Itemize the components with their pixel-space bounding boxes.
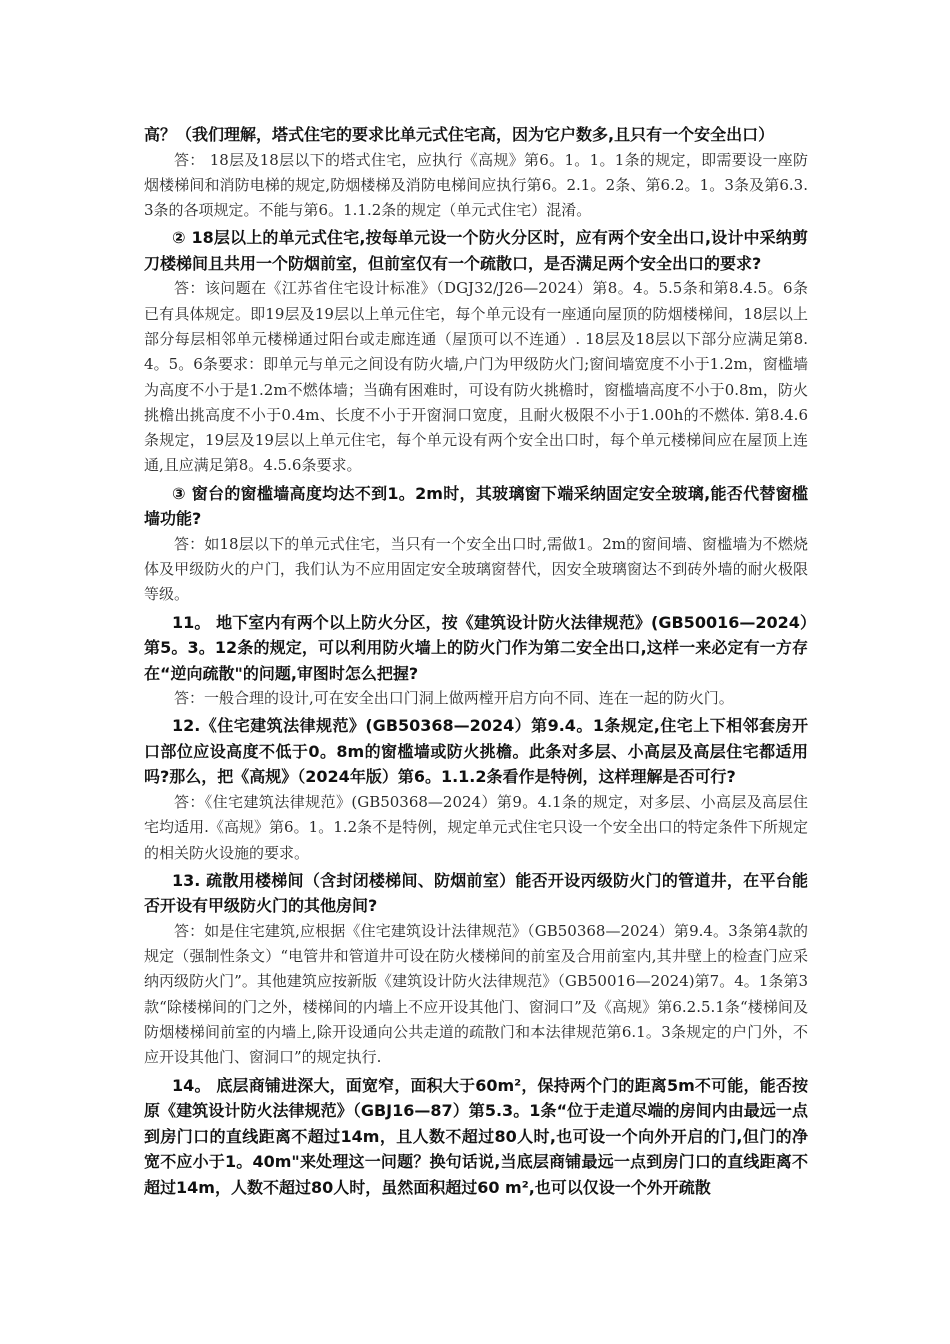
question-paragraph: 14。 底层商铺进深大，面宽窄，面积大于60m²，保持两个门的距离5m不可能，能否按原《建筑设计防火法律规范》（GBJ16—87）第5.3。1条“位于走道尽端的房间内由最远一点到房门口的直线距离不超过14m，且人数不超过80人时,也可设一个向外开启的门,但门的净宽不应小于1。40m"来处理这一问题？换句话说,当底层商铺最远一点到房门口的直线距离不超过14m，人数不超过80人时，虽然面积超过60 m²,也可以仅设一个外开疏散	[144, 1075, 808, 1197]
question-paragraph: 13. 疏散用楼梯间（含封闭楼梯间、防烟前室）能否开设丙级防火门的管道井，在平台能否开设有甲级防火门的其他房间?	[144, 870, 808, 916]
answer-paragraph: 答：一般合理的设计,可在安全出口门洞上做两樘开启方向不同、连在一起的防火门。	[174, 689, 734, 708]
question-paragraph: ③ 窗台的窗槛墙高度均达不到1。2m时，其玻璃窗下端采纳固定安全玻璃,能否代替窗槛墙功能?	[144, 483, 808, 529]
answer-paragraph: 答： 18层及18层以下的塔式住宅，应执行《高规》第6。1。1。1条的规定，即需要设一座防烟楼梯间和消防电梯的规定,防烟楼梯及消防电梯间应执行第6。2.1。2条、第6.2。1。3条及第6.3.3条的各项规定。不能与第6。1.1.2条的规定（单元式住宅）混淆。	[144, 150, 808, 220]
document-page	[144, 122, 808, 1200]
answer-paragraph: 答：该问题在《江苏省住宅设计标准》（DGJ32/J26—2024）第8。4。5.5条和第8.4.5。6条已有具体规定。即19层及19层以上单元住宅，每个单元设有一座通向屋顶的防烟楼梯间，18层以上部分每层相邻单元楼梯通过阳台或走廊连通（屋顶可以不连通）. 18层及18层以下部分应满足第8.4。5。6条要求：即单元与单元之间设有防火墙,户门为甲级防火门;窗间墙宽度不小于1.2m，窗槛墙为高度不小于是1.2m不燃体墙；当确有困难时，可设有防火挑檐时，窗槛墙高度不小于0.8m，防火挑檐出挑高度不小于0.4m、长度不小于开窗洞口宽度，且耐火极限不小于1.00h的不燃体. 第8.4.6条规定，19层及19层以上单元住宅，每个单元设有两个安全出口时，每个单元楼梯间应在屋顶上连通,且应满足第8。4.5.6条要求。	[144, 279, 808, 475]
question-paragraph: 12.《住宅建筑法律规范》(GB50368—2024）第9.4。1条规定,住宅上下相邻套房开口部位应设高度不低于0。8m的窗槛墙或防火挑檐。此条对多层、小高层及高层住宅都适用吗?那么，把《高规》（2024年版）第6。1.1.2条看作是特例，这样理解是否可行?	[144, 716, 808, 787]
answer-paragraph: 答：《住宅建筑法律规范》(GB50368—2024）第9。4.1条的规定，对多层、小高层及高层住宅均适用.《高规》第6。1。1.2条不是特例，规定单元式住宅只设一个安全出口的特定条件下所规定的相关防火设施的要求。	[144, 792, 808, 862]
question-paragraph: 高？（我们理解，塔式住宅的要求比单元式住宅高，因为它户数多,且只有一个安全出口）	[144, 125, 775, 144]
question-paragraph: ② 18层以上的单元式住宅,按每单元设一个防火分区时，应有两个安全出口,设计中采纳剪刀楼梯间且共用一个防烟前室，但前室仅有一个疏散口，是否满足两个安全出口的要求?	[144, 228, 808, 273]
answer-paragraph: 答：如是住宅建筑,应根据《住宅建筑设计法律规范》（GB50368—2024）第9.4。3条第4款的规定（强制性条文）“电管井和管道井可设在防火楼梯间的前室及合用前室内,其井壁上的检查门应采纳丙级防火门”。其他建筑应按新版《建筑设计防火法律规范》（GB50016—2024)第7。4。1条第3款“除楼梯间的门之外，楼梯间的内墙上不应开设其他门、窗洞口”及《高规》第6.2.5.1条“楼梯间及防烟楼梯间前室的内墙上,除开设通向公共走道的疏散门和本法律规范第6.1。3条规定的户门外，不应开设其他门、窗洞口”的规定执行.	[144, 921, 808, 1067]
answer-paragraph: 答：如18层以下的单元式住宅，当只有一个安全出口时,需做1。2m的窗间墙、窗槛墙为不燃烧体及甲级防火的户门，我们认为不应用固定安全玻璃窗替代，因安全玻璃窗达不到砖外墙的耐火极限等级。	[144, 534, 808, 604]
question-paragraph: 11。 地下室内有两个以上防火分区，按《建筑设计防火法律规范》(GB50016—2024）第5。3。12条的规定，可以利用防火墙上的防火门作为第二安全出口,这样一来必定有一方存在“逆向疏散"的问题,审图时怎么把握?	[144, 612, 808, 683]
